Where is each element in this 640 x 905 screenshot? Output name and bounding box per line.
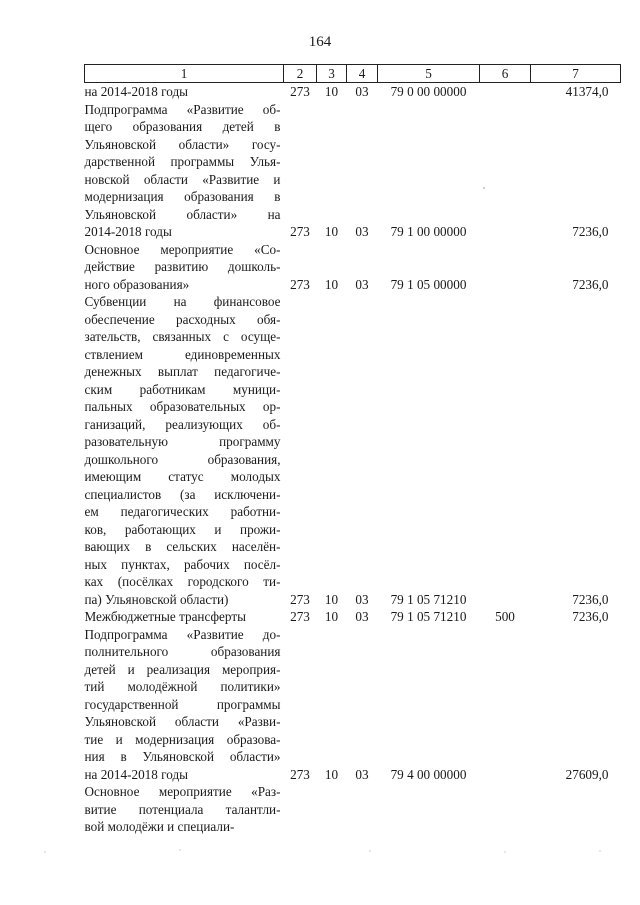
row-name-line: государственной программы: [84, 696, 281, 712]
row-target-code: 79 1 05 00000: [390, 276, 467, 292]
row-name-line: вающих в сельских населён-: [84, 539, 281, 554]
row-name-line: на 2014-2018 годы: [84, 766, 189, 782]
column-header-expense-type: 6: [480, 65, 531, 83]
row-name-line: денежных выплат педагогиче-: [84, 364, 281, 379]
row-subsection: 03: [355, 766, 369, 782]
row-name-line: Ульяновской области» госу-: [84, 136, 281, 152]
table-row: [85, 608, 621, 626]
row-name-line: ния в Ульяновской области»: [84, 749, 281, 764]
row-name-line: ного образования»: [84, 276, 190, 292]
row-section: 10: [324, 766, 339, 782]
row-name: [85, 83, 284, 101]
row-name-line: вой молодёжи и специали-: [84, 819, 235, 834]
row-target-code: 79 1 05 71210: [390, 609, 467, 624]
row-admin-code: 273: [290, 84, 310, 99]
row-expense-type: [480, 626, 531, 784]
row-target-code: 79 1 05 71210: [390, 591, 467, 607]
row-admin-code: 273: [290, 276, 310, 292]
row-section: [317, 783, 347, 836]
row-admin-code: 273: [290, 591, 310, 607]
row-admin-code: [284, 783, 317, 836]
row-name-line: щего образования детей в: [84, 119, 281, 134]
row-section: 10: [324, 591, 339, 607]
row-name: [85, 101, 284, 241]
table-row: [85, 83, 621, 101]
row-name-line: пальных образовательных ор-: [84, 399, 281, 414]
row-name-line: дошкольного образования,: [84, 451, 281, 467]
row-name-line: Ульяновской области «Разви-: [84, 714, 281, 729]
row-name-line: Основное мероприятие «Со-: [84, 241, 281, 257]
row-name-line: ем педагогических работни-: [84, 504, 281, 519]
row-name-line: зательств, связанных с осуще-: [84, 329, 281, 344]
row-subsection: 03: [355, 224, 369, 239]
row-name-line: Подпрограмма «Развитие об-: [84, 101, 281, 117]
column-header-amount: 7: [531, 65, 621, 83]
table-row: [85, 783, 621, 836]
row-subsection: [347, 783, 378, 836]
row-target-code: 79 0 00 00000: [390, 84, 467, 99]
page-number: 164: [308, 34, 332, 50]
row-name-line: ствлением единовременных: [84, 346, 281, 362]
row-name-line: Подпрограмма «Развитие до-: [84, 626, 281, 642]
row-expense-type: 500: [495, 609, 515, 624]
table-row: [85, 626, 621, 784]
row-amount: 7236,0: [572, 591, 609, 607]
row-name-line: ганизаций, реализующих об-: [84, 416, 281, 432]
row-target-code: [378, 783, 480, 836]
row-name-line: ков, работающих и прожи-: [84, 521, 281, 537]
row-name-line: тие и модернизация образова-: [84, 731, 281, 747]
row-name-line: 2014-2018 годы: [84, 224, 172, 239]
row-name-line: витие потенциала талантли-: [84, 801, 281, 817]
row-name-line: детей и реализация мероприя-: [84, 661, 281, 677]
row-amount: [531, 783, 621, 836]
row-target-code: 79 1 00 00000: [390, 224, 467, 239]
row-amount: 7236,0: [572, 224, 609, 239]
row-amount: 41374,0: [565, 84, 609, 99]
table-row: [85, 293, 621, 608]
row-name-line: на 2014-2018 годы: [84, 84, 189, 99]
row-name-line: Субвенции на финансовое: [84, 294, 281, 309]
column-header-subsection: 4: [347, 65, 378, 83]
row-name-line: полнительного образования: [84, 644, 281, 659]
row-subsection: 03: [355, 591, 369, 607]
row-expense-type: [480, 83, 531, 101]
row-name-line: Основное мероприятие «Раз-: [84, 784, 281, 799]
row-name-line: Межбюджетные трансферты: [84, 609, 246, 624]
row-section: 10: [324, 276, 339, 292]
row-name-line: специалистов (за исключени-: [84, 486, 281, 502]
row-name-line: тий молодёжной политики»: [84, 679, 281, 694]
row-name-line: имеющим статус молодых: [84, 469, 281, 484]
row-admin-code: 273: [290, 766, 310, 782]
row-name-line: дарственной программы Улья-: [84, 154, 281, 169]
row-admin-code: 273: [290, 224, 310, 239]
row-admin-code: 273: [290, 609, 310, 624]
row-name-line: ных пунктах, рабочих посёл-: [84, 556, 281, 572]
row-expense-type: [480, 101, 531, 241]
row-name-line: Ульяновской области» на: [84, 206, 281, 222]
row-name: [85, 608, 284, 626]
table-body: [85, 83, 621, 836]
row-name: [85, 783, 284, 836]
row-subsection: 03: [355, 84, 369, 99]
row-subsection: 03: [355, 609, 369, 624]
budget-table: [84, 64, 621, 836]
row-amount: 27609,0: [565, 766, 609, 782]
row-name: [85, 626, 284, 784]
row-name-line: новской области «Развитие и: [84, 171, 281, 187]
table-row: [85, 101, 621, 241]
column-header-target-code: 5: [378, 65, 480, 83]
row-expense-type: [480, 241, 531, 294]
column-header-admin: 2: [284, 65, 317, 83]
row-name-line: обеспечение расходных обя-: [84, 311, 281, 327]
row-expense-type: [480, 783, 531, 836]
row-name-line: разовательную программу: [84, 434, 281, 449]
column-header-section: 3: [317, 65, 347, 83]
row-amount: 7236,0: [572, 609, 609, 624]
row-section: 10: [324, 84, 339, 99]
row-name: [85, 241, 284, 294]
row-name-line: па) Ульяновской области): [84, 591, 229, 607]
row-expense-type: [480, 293, 531, 608]
table-header-row: [85, 65, 621, 83]
row-section: 10: [324, 609, 339, 624]
row-section: 10: [324, 224, 339, 239]
row-name-line: ским работникам муници-: [84, 381, 281, 397]
row-name: [85, 293, 284, 608]
row-subsection: 03: [355, 276, 369, 292]
row-name-line: ках (посёлках городского ти-: [84, 574, 281, 589]
row-name-line: модернизация образования в: [84, 189, 281, 204]
row-amount: 7236,0: [572, 276, 609, 292]
row-target-code: 79 4 00 00000: [390, 766, 467, 782]
column-header-name: 1: [85, 65, 284, 83]
row-name-line: действие развитию дошколь-: [84, 259, 281, 274]
table-row: [85, 241, 621, 294]
